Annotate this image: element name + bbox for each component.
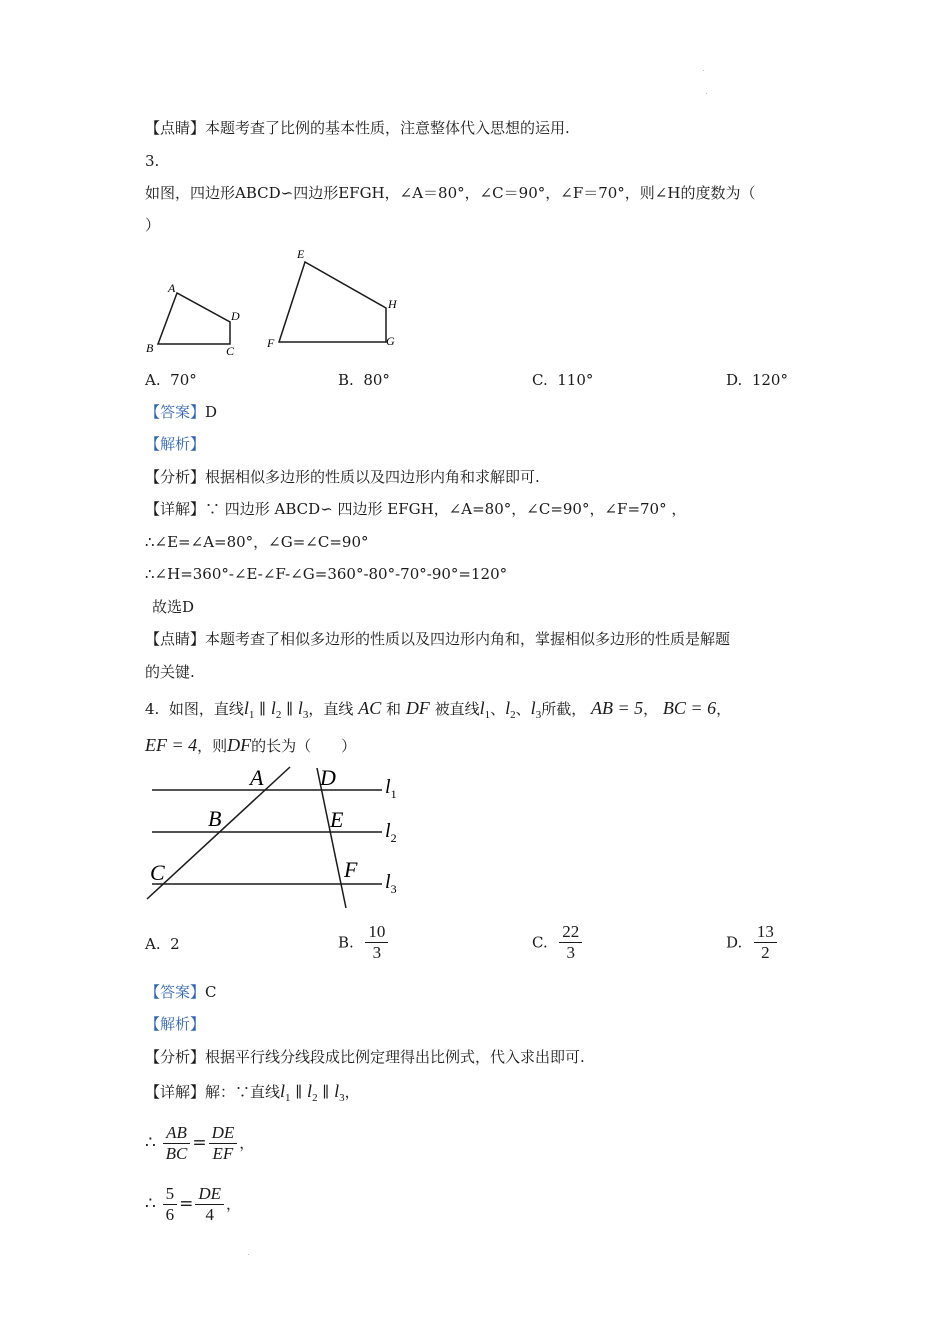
q2-review: 【点睛】本题考查了比例的基本性质，注意整体代入思想的运用.: [145, 119, 570, 137]
scan-dot: [706, 93, 707, 94]
label-b: B: [208, 806, 222, 831]
q4-option-a: A. 2: [145, 935, 180, 953]
q4-figure: [140, 760, 430, 910]
quadrilateral-abcd: [158, 293, 230, 344]
q3-option-c: C. 110°: [532, 371, 594, 389]
label-d: D: [231, 309, 240, 323]
q3-figure: [140, 240, 420, 365]
q4-ratio-2: ∴ $\frac{5}{6}$ = $\frac{DE}{4}$ ，: [145, 1183, 242, 1224]
q3-step2: ∴∠H=360°-∠E-∠F-∠G=360°-80°-70°-90°=120°: [145, 565, 508, 583]
label-e: E: [297, 247, 305, 261]
label-c: C: [226, 344, 235, 358]
label-f: F: [267, 336, 275, 350]
q4-analysis-tag: 【解析】: [145, 1015, 206, 1033]
label-l2: $l_2$: [385, 820, 397, 845]
q4-stem-line1: 4. 如图，直线$l_1$ ∥ $l_2$ ∥ $l_3$，直线 AC 和 DF 被直线$l_1$、$l_2$、$l_3$所截， AB = 5， BC = 6，: [145, 698, 732, 721]
label-f: F: [344, 857, 358, 882]
label-a: A: [168, 281, 176, 295]
q3-stem-line1: 如图，四边形ABCD∽四边形EFGH，∠A＝80°，∠C＝90°，∠F＝70°，则∠H的度数为（: [145, 184, 756, 202]
label-l3: $l_3$: [385, 871, 397, 896]
label-d: D: [320, 765, 336, 790]
q4-option-c: C. $\frac{22}{3}$: [532, 922, 584, 963]
q3-option-d: D. 120°: [726, 371, 788, 389]
q4-option-d: D. $\frac{13}{2}$: [726, 922, 779, 963]
quadrilateral-efgh: [279, 262, 386, 342]
transversal-ac: [147, 767, 290, 899]
label-a: A: [250, 765, 264, 790]
q4-option-b: B. $\frac{10}{3}$: [338, 922, 390, 963]
label-h: H: [388, 297, 397, 311]
label-c: C: [150, 860, 165, 885]
q4-stem-line2: EF = 4，则DF的长为（ ）: [145, 735, 357, 755]
scan-dot: [703, 70, 704, 71]
q3-option-a: A. 70°: [145, 371, 197, 389]
q4-answer: 【答案】C: [145, 983, 217, 1001]
q3-dianjing: 【点睛】本题考查了相似多边形的性质以及四边形内角和，掌握相似多边形的性质是解题: [145, 630, 731, 648]
q4-xiangjie: 【详解】解：∵直线$l_1$ ∥ $l_2$ ∥ $l_3$，: [145, 1081, 360, 1104]
scan-dot: [248, 1254, 249, 1255]
q3-number: 3.: [145, 152, 160, 170]
q3-dianjing-line2: 的关键.: [145, 663, 195, 681]
q3-xiangjie: 【详解】∵ 四边形 ABCD∽ 四边形 EFGH，∠A=80°，∠C=90°，∠F=70° ，: [145, 500, 687, 518]
label-b: B: [146, 341, 154, 355]
q3-answer: 【答案】D: [145, 403, 218, 421]
q3-step3: 故选D: [152, 598, 195, 616]
q3-analysis-tag: 【解析】: [145, 435, 206, 453]
label-l1: $l_1$: [385, 776, 397, 801]
q4-ratio-1: ∴ $\frac{AB}{BC}$ = $\frac{DE}{EF}$ ，: [145, 1122, 255, 1163]
q3-stem-line2: ）: [145, 216, 161, 234]
q3-option-b: B. 80°: [338, 371, 390, 389]
q3-fenxi: 【分析】根据相似多边形的性质以及四边形内角和求解即可.: [145, 468, 540, 486]
label-g: G: [386, 334, 395, 348]
label-e: E: [330, 807, 344, 832]
q3-step1: ∴∠E=∠A=80°，∠G=∠C=90°: [145, 533, 369, 551]
q4-fenxi: 【分析】根据平行线分线段成比例定理得出比例式，代入求出即可.: [145, 1048, 585, 1066]
